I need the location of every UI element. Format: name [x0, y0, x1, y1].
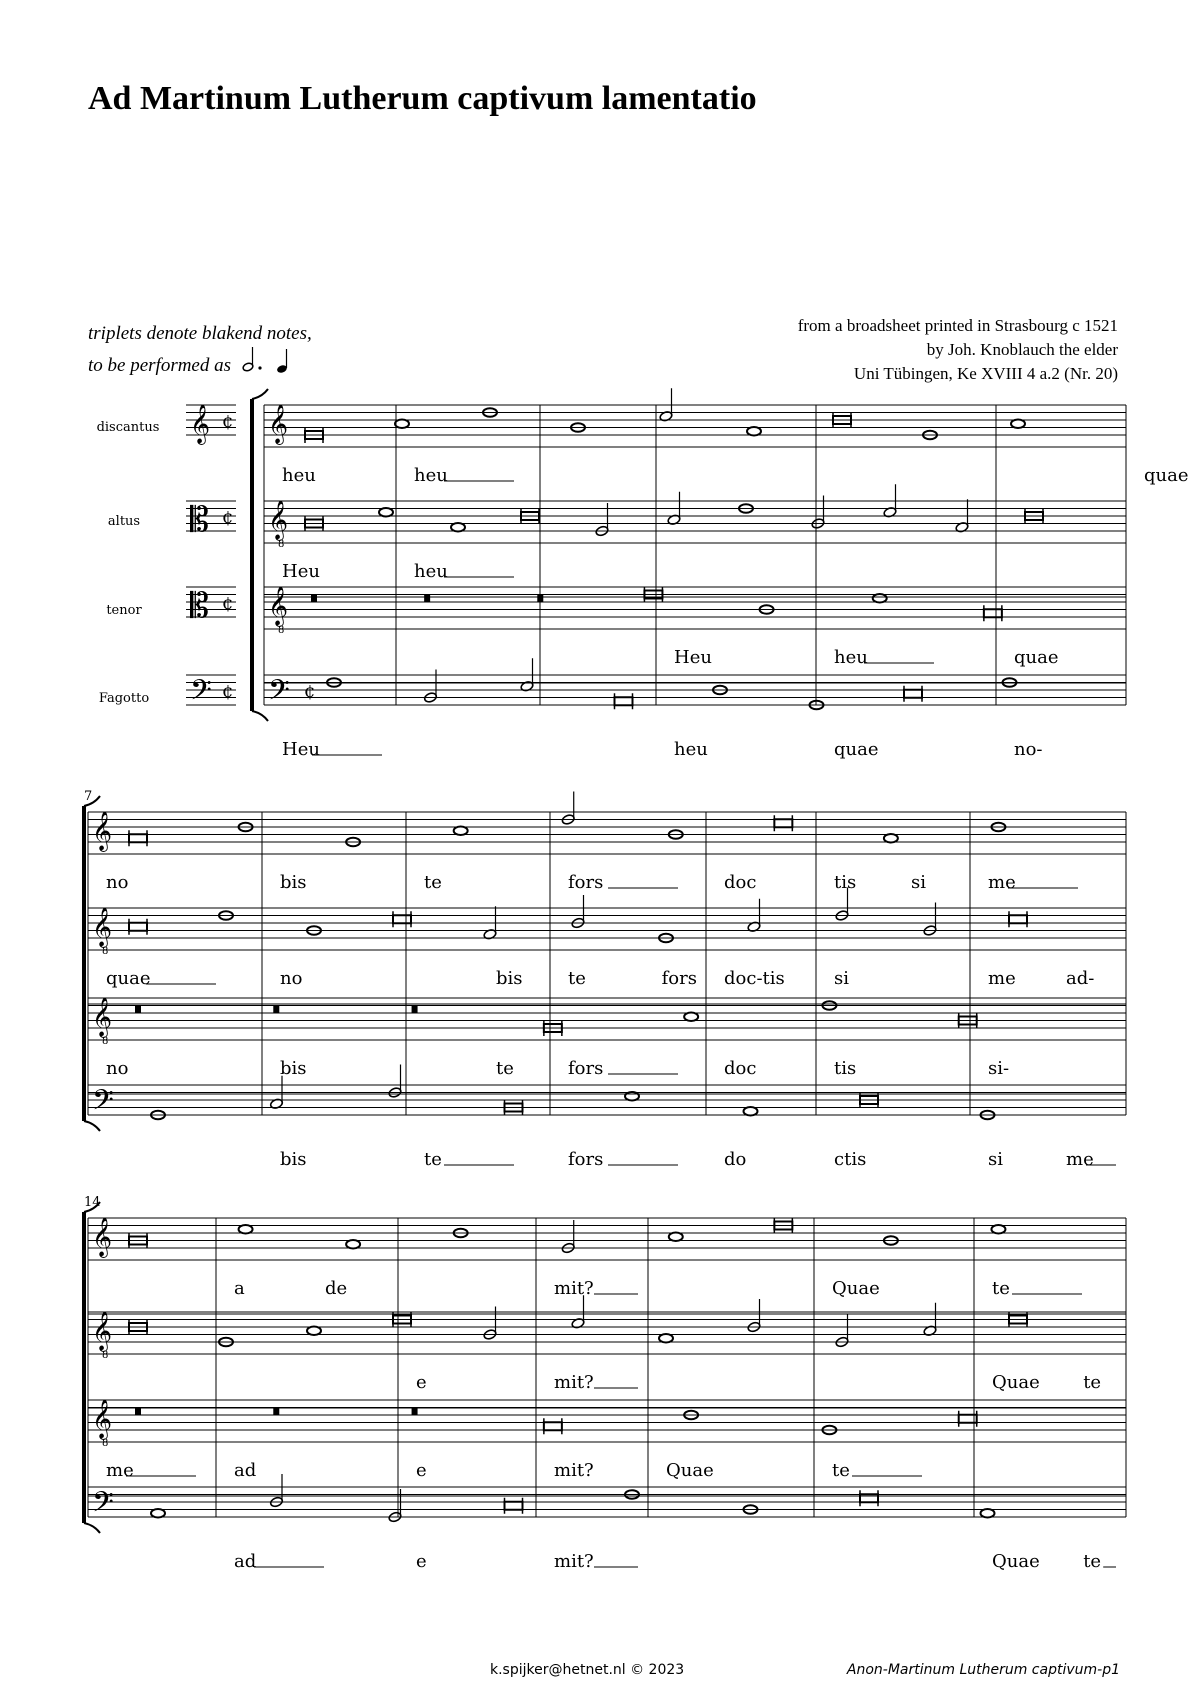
octave-8-icon: 8: [102, 946, 109, 957]
lyric-syllable: si: [911, 872, 926, 893]
lyric-syllable: fors: [661, 968, 697, 989]
lyric-syllable: Heu: [674, 647, 712, 668]
whole-note: [395, 420, 409, 428]
lyric-syllable: heu: [414, 465, 448, 486]
lyric-syllable: tis: [834, 872, 857, 893]
treble-clef-icon: 𝄞: [268, 586, 289, 626]
octave-8-icon: 8: [102, 1350, 109, 1361]
lyric-syllable: Quae: [992, 1372, 1040, 1393]
lyric-syllable: quae: [106, 968, 151, 989]
whole-note: [454, 827, 468, 835]
breve-rest: [273, 1006, 279, 1014]
breve-rest: [412, 1006, 418, 1014]
measure-number: 14: [84, 1195, 101, 1210]
lyric-syllable: no-: [1014, 739, 1043, 760]
breve-note: [615, 697, 633, 705]
breve-note: [984, 609, 1002, 617]
lyric-syllable: tis: [834, 1058, 857, 1079]
octave-8-icon: 8: [278, 539, 285, 550]
lyric-syllable: si-: [988, 1058, 1010, 1079]
lyric-syllable: quae: [1014, 647, 1059, 668]
octave-8-icon: 8: [278, 625, 285, 636]
whole-note: [307, 1327, 321, 1335]
treble-clef-icon: 𝄞: [92, 1311, 113, 1351]
lyric-syllable: no: [280, 968, 303, 989]
lyric-syllable: doc: [724, 872, 757, 893]
whole-note: [747, 427, 761, 435]
lyric-syllable: e: [416, 1551, 427, 1572]
cut-time-icon: ¢: [222, 507, 234, 528]
lyric-syllable: a: [234, 1278, 245, 1299]
whole-note: [669, 1233, 683, 1241]
lyric-syllable: me: [1066, 1149, 1094, 1170]
voice-labels: [97, 420, 160, 706]
lyric-syllable: no: [106, 872, 129, 893]
breve-rest: [273, 1408, 279, 1416]
lyric-syllable: bis: [280, 1058, 307, 1079]
performance-note-line-1: triplets denote blakend notes,: [88, 323, 312, 344]
source-line-2: by Joh. Knoblauch the elder: [926, 340, 1118, 359]
voice-label-fagotto: Fagotto: [98, 691, 150, 706]
system-1: [252, 388, 1189, 760]
whole-note: [625, 1092, 639, 1100]
cut-time-icon: ¢: [222, 411, 234, 432]
cut-time-icon: ¢: [222, 681, 234, 702]
lyric-syllable: doc: [724, 1058, 757, 1079]
incipit-staves: [186, 404, 236, 714]
page-title: Ad Martinum Lutherum captivum lamentatio: [88, 80, 757, 117]
lyric-syllable: Quae: [666, 1460, 714, 1481]
lyric-syllable: heu: [834, 647, 868, 668]
breve-rest: [537, 595, 543, 603]
whole-note: [239, 1225, 253, 1233]
lyric-syllable: me: [106, 1460, 134, 1481]
lyric-syllable: bis: [280, 1149, 307, 1170]
whole-note: [151, 1509, 165, 1517]
lyric-syllable: me: [988, 872, 1016, 893]
measure-number: 7: [84, 789, 93, 804]
breve-note: [129, 923, 147, 931]
lyric-syllable: bis: [496, 968, 523, 989]
treble-clef-icon: 𝄞: [92, 907, 113, 947]
bracket-hook: [252, 389, 268, 399]
treble-clef-icon: 𝄞: [268, 404, 289, 444]
lyric-syllable: quae: [1144, 465, 1189, 486]
lyric-syllable: fors: [568, 872, 604, 893]
lyric-syllable: mit?: [554, 1372, 594, 1393]
treble-clef-icon: 𝄞: [190, 404, 211, 444]
lyric-syllable: ad: [234, 1460, 257, 1481]
lyric-syllable: heu: [674, 739, 708, 760]
voice-label-tenor: tenor: [106, 603, 142, 618]
system-3: [84, 1195, 1126, 1572]
lyric-syllable: te: [568, 968, 586, 989]
voice-label-altus: altus: [107, 514, 141, 529]
breve-note: [544, 1422, 562, 1430]
whole-note: [346, 1240, 360, 1248]
lyric-syllable: me: [988, 968, 1016, 989]
breve-note: [1009, 915, 1027, 923]
alto-clef-icon: 𝄡: [190, 500, 209, 540]
lyric-syllable: te: [496, 1058, 514, 1079]
bracket-hook: [252, 711, 268, 721]
source-line-1: from a broadsheet printed in Strasbourg c 1521: [797, 316, 1118, 335]
bass-clef-icon: 𝄢: [92, 1486, 114, 1526]
system-2: [84, 789, 1126, 1170]
alto-clef-icon: 𝄡: [190, 586, 209, 626]
whole-note: [744, 1107, 758, 1115]
breve-note: [129, 834, 147, 842]
bass-clef-icon: 𝄢: [190, 674, 212, 714]
breve-note: [505, 1502, 523, 1510]
lyric-syllable: Quae: [832, 1278, 880, 1299]
treble-clef-icon: 𝄞: [92, 997, 113, 1037]
lyric-syllable: mit?: [554, 1278, 594, 1299]
breve-rest: [412, 1408, 418, 1416]
whole-note: [684, 1013, 698, 1021]
lyric-syllable: Heu: [282, 561, 320, 582]
whole-note: [991, 1225, 1005, 1233]
lyric-syllable: mit?: [554, 1460, 594, 1481]
source-line-3: Uni Tübingen, Ke XVIII 4 a.2 (Nr. 20): [853, 364, 1118, 383]
lyric-syllable: te: [992, 1278, 1010, 1299]
voice-label-discantus: discantus: [96, 420, 160, 435]
footer-contact: k.spijker@hetnet.nl © 2023: [490, 1662, 685, 1678]
whole-note: [1011, 420, 1025, 428]
octave-8-icon: 8: [102, 1438, 109, 1449]
lyric-syllable: do: [724, 1149, 747, 1170]
lyric-syllable: te: [1083, 1372, 1102, 1393]
breve-rest: [424, 595, 430, 603]
cut-time-icon: ¢: [304, 681, 316, 702]
footer-file-name: Anon-Martinum Lutherum captivum-p1: [846, 1662, 1120, 1678]
lyric-syllable: heu: [282, 465, 316, 486]
lyric-syllable: quae: [834, 739, 879, 760]
lyric-syllable: fors: [568, 1149, 604, 1170]
lyric-syllable: mit?: [554, 1551, 594, 1572]
breve-rest: [135, 1408, 141, 1416]
breve-rest: [135, 1006, 141, 1014]
whole-note: [873, 594, 887, 602]
breve-note: [860, 1494, 878, 1502]
cut-time-icon: ¢: [222, 593, 234, 614]
lyric-syllable: heu: [414, 561, 448, 582]
treble-clef-icon: 𝄞: [92, 811, 113, 851]
breve-rest: [311, 595, 317, 603]
lyric-syllable: Heu: [282, 739, 320, 760]
whole-note: [884, 834, 898, 842]
lyric-syllable: te: [1083, 1551, 1102, 1572]
lyric-syllable: si: [834, 968, 849, 989]
breve-note: [774, 819, 792, 827]
whole-note: [659, 1334, 673, 1342]
whole-note: [451, 523, 465, 531]
whole-note: [981, 1509, 995, 1517]
lyric-syllable: te: [424, 872, 442, 893]
lyric-syllable: te: [424, 1149, 442, 1170]
lyric-syllable: ctis: [834, 1149, 867, 1170]
lyric-syllable: ad-: [1066, 968, 1095, 989]
whole-note: [379, 508, 393, 516]
performance-note-text: to be performed as: [88, 355, 232, 376]
lyric-syllable: ad: [234, 1551, 257, 1572]
lyric-syllable: de: [325, 1278, 348, 1299]
lyric-syllable: si: [988, 1149, 1003, 1170]
bass-clef-icon: 𝄢: [92, 1084, 114, 1124]
breve-note: [904, 690, 922, 698]
lyric-syllable: no: [106, 1058, 129, 1079]
treble-clef-icon: 𝄞: [268, 500, 289, 540]
treble-clef-icon: 𝄞: [92, 1217, 113, 1257]
lyric-syllable: bis: [280, 872, 307, 893]
lyric-syllable: fors: [568, 1058, 604, 1079]
lyric-syllable: Quae: [992, 1551, 1040, 1572]
lyric-syllable: e: [416, 1460, 427, 1481]
lyric-syllable: doc-tis: [724, 968, 785, 989]
octave-8-icon: 8: [102, 1036, 109, 1047]
bass-clef-icon: 𝄢: [268, 674, 290, 714]
treble-clef-icon: 𝄞: [92, 1399, 113, 1439]
lyric-syllable: e: [416, 1372, 427, 1393]
breve-note: [393, 915, 411, 923]
lyric-syllable: te: [832, 1460, 850, 1481]
